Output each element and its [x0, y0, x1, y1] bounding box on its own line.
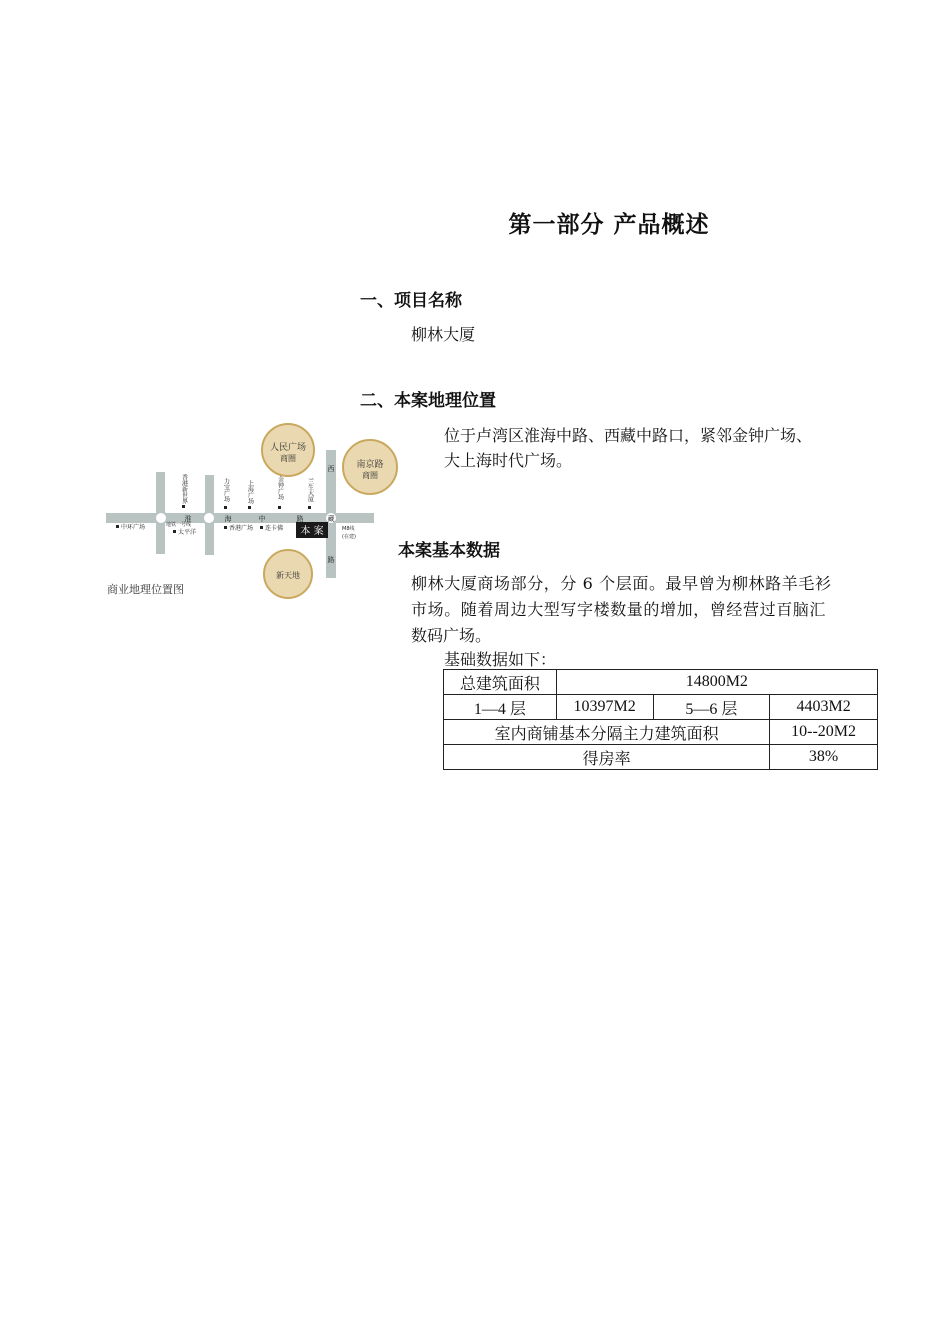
table-row	[444, 695, 878, 720]
table-cell-area-5-6: 4403M2	[770, 695, 878, 720]
section-heading-location: 二、本案地理位置	[360, 391, 496, 411]
table-cell-value: 14800M2	[556, 670, 877, 695]
table-row	[444, 720, 878, 745]
table-cell-label: 得房率	[444, 745, 770, 770]
road-label-lu: 路	[296, 515, 304, 523]
poi-shanghai-square: 上海广场	[246, 480, 254, 504]
basic-data-line-2: 市场。随着周边大型写字楼数量的增加，曾经营过百脑汇	[411, 600, 827, 619]
basic-data-line-3: 数码广场。	[411, 626, 492, 645]
location-text-line-2: 大上海时代广场。	[444, 451, 573, 470]
circle-people-label-1: 人民广场	[269, 443, 307, 453]
page-title: 第一部分 产品概述	[508, 212, 710, 238]
map-caption: 商业地理位置图	[107, 583, 184, 596]
poi-marker	[224, 506, 227, 509]
road-label-huai: 淮	[184, 515, 192, 523]
poi-marker	[116, 525, 119, 528]
poi-xianggang-xinshijie: 香港新世界	[180, 474, 188, 504]
section-heading-project-name: 一、项目名称	[360, 291, 462, 311]
poi-marker	[248, 506, 251, 509]
table-intro: 基础数据如下：	[444, 650, 557, 669]
table-row	[444, 745, 878, 770]
road-label-road: 路	[327, 556, 335, 564]
table-cell-floors-5-6: 5—6 层	[653, 695, 770, 720]
intersection-marker	[203, 512, 215, 524]
basic-data-line-1: 柳林大厦商场部分，分 6 个层面。最早曾为柳林路羊毛衫	[411, 574, 832, 593]
project-marker-label: 本 案	[300, 526, 324, 537]
table-cell-area-1-4: 10397M2	[556, 695, 653, 720]
project-name-text: 柳林大厦	[411, 325, 476, 344]
road-label-xi: 西	[327, 465, 335, 473]
poi-m8-note: (在建)	[342, 534, 356, 540]
poi-lane-crawford: 连卡佛	[265, 525, 284, 532]
poi-xianggang-square: 香港广场	[229, 525, 254, 532]
circle-nanjing-label-1: 南京路	[356, 460, 384, 470]
poi-marker	[278, 506, 281, 509]
road-label-hai: 海	[224, 515, 232, 523]
poi-libao: 力宝广场	[222, 478, 230, 502]
table-row	[444, 670, 878, 695]
poi-taipingyang: 太平洋	[178, 529, 197, 536]
circle-nanjing-label-2: 商圈	[362, 471, 378, 480]
poi-marker	[173, 530, 176, 533]
circle-xintiandi-label: 新天地	[276, 571, 300, 580]
table-cell-value: 38%	[770, 745, 878, 770]
table-cell-floors-1-4: 1—4 层	[444, 695, 557, 720]
poi-jinzhong: 金钟广场	[276, 476, 284, 500]
basic-data-table	[443, 669, 878, 770]
location-text-line-1: 位于卢湾区淮海中路、西藏中路口，紧邻金钟广场、	[444, 426, 813, 445]
poi-marker	[308, 506, 311, 509]
road-label-zhong: 中	[258, 515, 266, 523]
table-cell-label: 总建筑面积	[444, 670, 557, 695]
road-label-zang: 藏	[327, 515, 335, 523]
section-heading-basic-data: 本案基本数据	[398, 541, 500, 561]
location-map	[100, 420, 420, 605]
poi-marker	[224, 526, 227, 529]
poi-metro-line-1: 地铁一号线	[166, 522, 192, 528]
circle-people-label-2: 商圈	[280, 454, 296, 463]
poi-marker	[182, 505, 185, 508]
poi-zhonghuan: 中环广场	[121, 524, 146, 531]
table-cell-label: 室内商铺基本分隔主力建筑面积	[444, 720, 770, 745]
poi-lansheng: 兰生大厦	[306, 478, 314, 502]
poi-marker	[260, 526, 263, 529]
poi-m8-line: M8线	[342, 526, 355, 532]
table-cell-value: 10--20M2	[770, 720, 878, 745]
